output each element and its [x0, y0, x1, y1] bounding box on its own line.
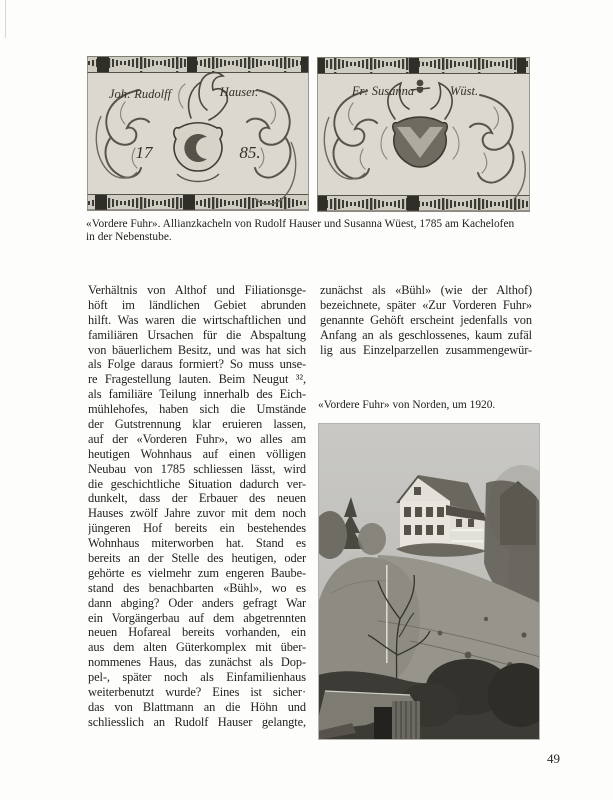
text-line: jüngeren Hof bereits ein bestehendes — [88, 521, 306, 536]
tile-year-17: 17 — [135, 143, 153, 162]
text-line: «Vordere Fuhr». Allianzkacheln von Rudolf Hauser und Susanna Wüest, 1785 am Kachelofen — [86, 218, 515, 230]
molding-border-top — [317, 58, 530, 74]
text-line: dunkelt, dass der Erbauer des neuen — [88, 491, 306, 506]
text-column-right — [320, 283, 532, 357]
text-line: schliesslich an Rudolf Hauser gelangte, — [88, 714, 306, 729]
text-line: genannte Gehöft erscheint jedenfalls von — [320, 312, 532, 327]
text-line: Wohnhaus miterworben hat. Stand es — [88, 536, 306, 551]
tile-image-susanna-wuest — [317, 57, 530, 212]
text-line: bereits an der Stelle des heutigen, oder — [88, 551, 306, 566]
text-line: mühlehofes, haben sich die Umstände — [88, 402, 306, 417]
photo-vordere-fuhr — [318, 423, 540, 740]
heraldic-shield — [174, 123, 222, 171]
page-number: 49 — [547, 751, 560, 766]
text-line: pel-, später noch als Einfamilienhaus — [88, 670, 306, 685]
text-line: gehörte es vielmehr zum engeren Baube- — [88, 565, 306, 580]
text-line: das von Blattmann an die Höhn und — [88, 699, 306, 714]
text-line: familiären Ursachen für die Abspaltung — [88, 327, 306, 342]
text-line: in der Nebenstube. — [86, 231, 172, 244]
molding-border-bottom — [317, 196, 530, 212]
text-line: bezeichnete, später «Zur Vorderen Fuhr» — [320, 297, 532, 312]
text-line: neuen Hofareal bereits vorhanden, ein — [88, 625, 306, 640]
tile-name-hauser: Hauser. — [219, 85, 259, 99]
text-line: zunächst als «Bühl» (wie der Althof) — [320, 283, 532, 297]
text-line: hilft. Was waren die wirtschaftlichen und — [88, 312, 306, 327]
text-line: Anfang an als geschlossenes, kaum zufäl — [320, 327, 532, 342]
text-line: re Fragestellung lauten. Beim Neugut ³², — [88, 372, 306, 387]
text-line: dann abging? Oder anders gefragt War — [88, 595, 306, 610]
hill-hummock — [318, 557, 420, 677]
text-line: die geschichtliche Situation dadurch ver- — [88, 476, 306, 491]
text-line: weiterbenutzt wurde? Eines ist sicher· — [88, 685, 306, 700]
tile-name-wuest: Wüst. — [449, 84, 479, 98]
text-line: Verhältnis von Althof und Filiationsge- — [88, 283, 306, 297]
tile-image-rudolf-hauser — [87, 56, 309, 211]
text-line: lig aus Einzelparzellen zusammengewür- — [320, 342, 532, 357]
photo-caption: «Vordere Fuhr» von Norden, um 1920. — [318, 399, 496, 411]
text-line: Neubau von 1785 schliessen lässt, wird — [88, 461, 306, 476]
text-line: aus dem alten Güterkomplex mit über- — [88, 640, 306, 655]
tile-name-joh-rudolff: Joh: Rudolff — [108, 87, 172, 101]
text-line: als familiäre Teilung innerhalb des Eich- — [88, 387, 306, 402]
text-line: auf der «Vorderen Fuhr», wo alles am — [88, 431, 306, 446]
tiles-caption — [86, 218, 548, 244]
molding-border-top — [87, 57, 309, 73]
text-line: Hauses zwölf Jahre zuvor mit dem noch — [88, 506, 306, 521]
text-column-left — [88, 283, 306, 730]
text-line: ein Vorgängerbau auf dem abgetrennten — [88, 610, 306, 625]
text-line: heutigen Wohnhaus auf einen völligen — [88, 446, 306, 461]
text-line: nommenes Haus, das zunächst als Dop- — [88, 655, 306, 670]
text-line: stand des benachbarten «Bühl», wo es — [88, 580, 306, 595]
text-line: als Folge daraus formiert? So muss unse- — [88, 357, 306, 372]
tile-year-85: 85. — [239, 143, 261, 162]
text-line: von bäuerlichem Besitz, und was hat sich — [88, 342, 306, 357]
scan-edge-artifact — [5, 0, 6, 38]
text-line: höft im ländlichen Gebiet abrunden — [88, 297, 306, 312]
tile-name-fr-susanna: Fr: Susanna — [351, 84, 415, 98]
text-line: der Gutstrennung klar eruieren lassen, — [88, 417, 306, 432]
